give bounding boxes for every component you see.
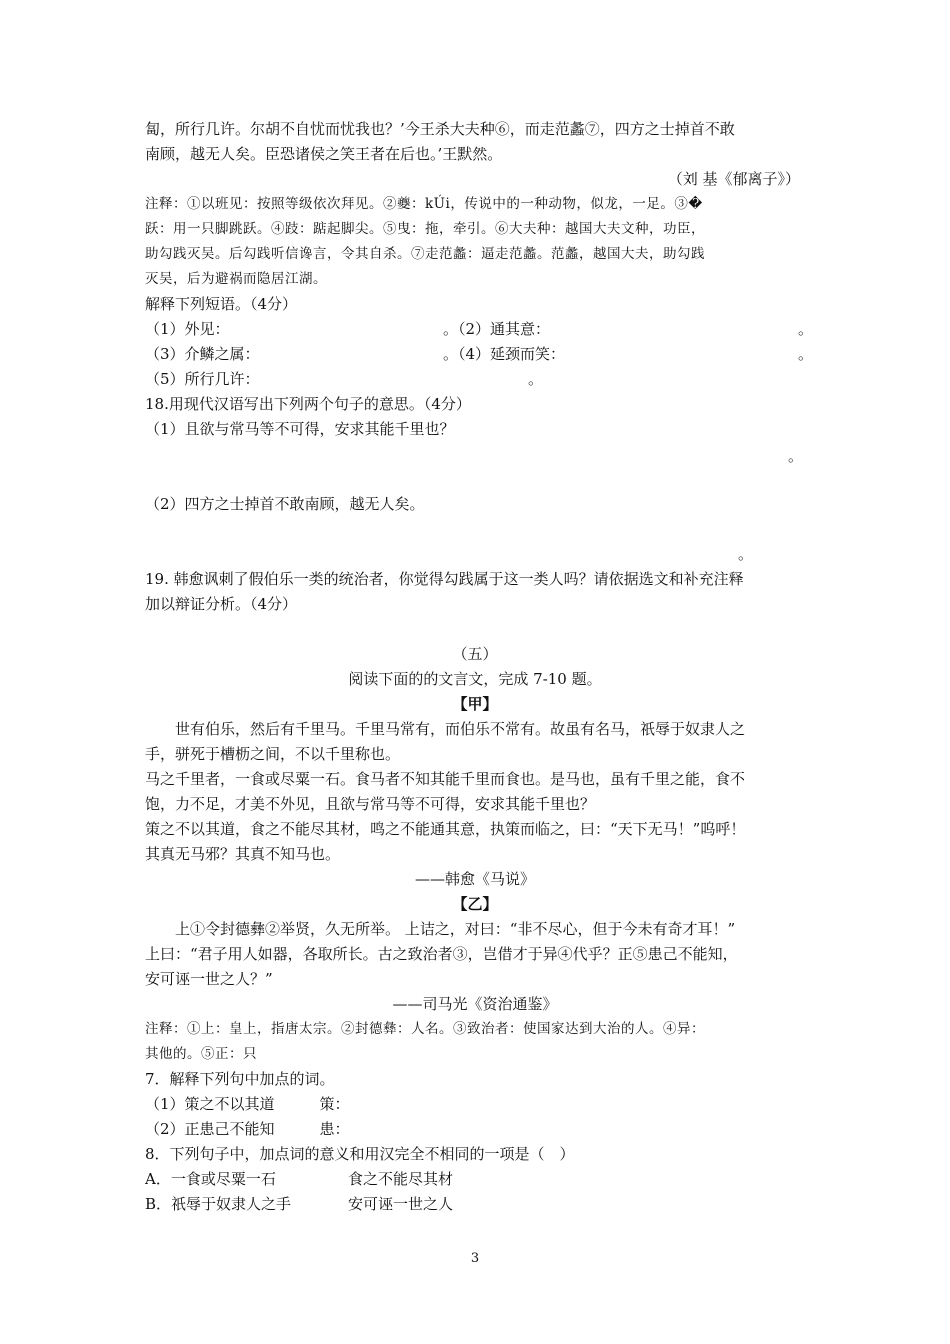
annotation-line: 其他的。⑤正：只 xyxy=(145,1046,257,1062)
section-number: （五） xyxy=(452,645,498,663)
annotation-line: 跃：用一只脚跳跃。④跂：踮起脚尖。⑤曳：拖，牵引。⑥大夫种：越国大夫文种，功臣， xyxy=(145,221,705,237)
annotation-line: 注释：①上：皇上，指唐太宗。②封德彝：人名。③致治者：使国家达到大治的人。④异： xyxy=(145,1021,705,1037)
annotation-line: 注释：①以班见：按照等级依次拜见。②夔：kÚi，传说中的一种动物，似龙，一足。③� xyxy=(145,196,703,212)
question-7-item: （1）策之不以其道 策： xyxy=(145,1095,350,1113)
text-a-heading: 【甲】 xyxy=(452,695,498,713)
answer-blank-end: 。 xyxy=(798,345,814,363)
question-17-title: 解释下列短语。（4分） xyxy=(145,295,298,313)
question-19-line: 19. 韩愈讽刺了假伯乐一类的统治者，你觉得勾践属于这一类人吗？请依据选文和补充注释 xyxy=(145,570,744,588)
text-a-line: 策之不以其道，食之不能尽其材，鸣之不能通其意，执策而临之，曰：“天下无马！”呜呼！ xyxy=(145,820,746,838)
text-b-line: 上曰：“君子用人如器，各取所长。古之致治者③，岂借才于异④代乎？正⑤患己不能知， xyxy=(145,945,738,963)
section-intro: 阅读下面的的文言文，完成 7-10 题。 xyxy=(348,670,602,688)
option-b-right: 安可诬一世之人 xyxy=(348,1195,454,1213)
question-18-sentence-2: （2）四方之士掉首不敢南顾，越无人矣。 xyxy=(145,495,425,513)
question-17-item-3: （3）介鳞之属： xyxy=(145,345,260,363)
question-7-title: 7．解释下列句中加点的词。 xyxy=(145,1070,335,1088)
passage-line: 南顾，越无人矣。臣恐诸侯之笑王者在后也。’王默然。 xyxy=(145,145,503,163)
annotation-line: 灭吴，后为避祸而隐居江湖。 xyxy=(145,271,327,287)
text-a-line: 马之千里者，一食或尽粟一石。食马者不知其能千里而食也。是马也，虽有千里之能，食不 xyxy=(145,770,746,788)
text-b-source: ——司马光《资治通鉴》 xyxy=(392,995,558,1013)
text-a-line: 饱，力不足，才美不外见，且欲与常马等不可得，安求其能千里也？ xyxy=(145,795,596,813)
answer-blank-end: 。 xyxy=(738,545,754,563)
text-a-line: 世有伯乐，然后有千里马。千里马常有，而伯乐不常有。故虽有名马，祇辱于奴隶人之 xyxy=(175,720,746,738)
question-18-title: 18.用现代汉语写出下列两个句子的意思。（4分） xyxy=(145,395,471,413)
text-a-line: 手，骈死于槽枥之间，不以千里称也。 xyxy=(145,745,401,763)
option-a-left: A．一食或尽粟一石 xyxy=(145,1170,276,1188)
question-17-item-4: 。（4）延颈而笑： xyxy=(443,345,566,363)
answer-blank-end: 。 xyxy=(528,370,544,388)
question-8-title: 8．下列句子中，加点词的意义和用汉完全不相同的一项是（ ） xyxy=(145,1145,575,1163)
text-b-line: 安可诬一世之人？” xyxy=(145,970,273,988)
text-b-line: 上①令封德彝②举贤，久无所举。 上诘之，对曰：“非不尽心，但于今未有奇才耳！” xyxy=(175,920,736,938)
text-a-source: ——韩愈《马说》 xyxy=(414,870,535,888)
page-number: 3 xyxy=(470,1251,480,1266)
answer-blank-end: 。 xyxy=(798,320,814,338)
passage-line: 匐，所行几许。尔胡不自忧而忧我也？’今王杀大夫种⑥，而走范蠡⑦，四方之士掉首不敢 xyxy=(145,120,735,138)
annotation-line: 助勾践灭吴。后勾践听信谗言，令其自杀。⑦走范蠡：逼走范蠡。范蠡，越国大夫，助勾践 xyxy=(145,246,705,262)
question-7-item: （2）正患己不能知 患： xyxy=(145,1120,350,1138)
question-17-item-5: （5）所行几许： xyxy=(145,370,260,388)
text-b-heading: 【乙】 xyxy=(452,895,498,913)
text-a-line: 其真无马邪？其真不知马也。 xyxy=(145,845,341,863)
question-17-item-2: 。（2）通其意： xyxy=(443,320,551,338)
question-18-sentence-1: （1）且欲与常马等不可得，安求其能千里也？ xyxy=(145,420,455,438)
answer-blank-end: 。 xyxy=(788,447,804,465)
option-a-right: 食之不能尽其材 xyxy=(348,1170,454,1188)
question-19-line: 加以辩证分析。（4分） xyxy=(145,595,298,613)
passage-source: （刘 基《郁离子》） xyxy=(667,170,800,188)
question-17-item-1: （1）外见： xyxy=(145,320,230,338)
option-b-left: B．祇辱于奴隶人之手 xyxy=(145,1195,292,1213)
